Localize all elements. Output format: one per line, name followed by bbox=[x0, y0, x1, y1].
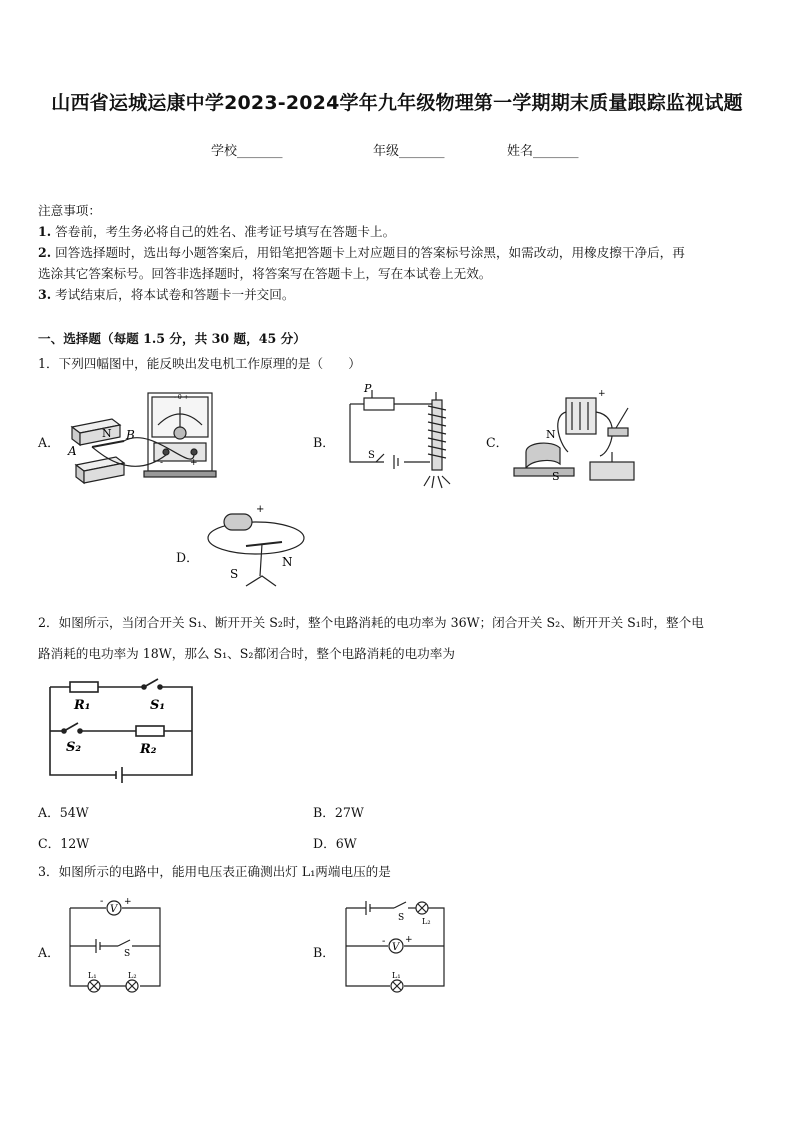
q3-option-a: A． bbox=[38, 945, 60, 960]
q1-figure-d bbox=[206, 500, 310, 588]
q2-stem-line2: 路消耗的电功率为 18W，那么 S₁、S₂都闭合时，整个电路消耗的电功率为 bbox=[38, 646, 455, 661]
notice-heading: 注意事项： bbox=[38, 203, 101, 218]
q3a-plus: + bbox=[124, 897, 132, 907]
q2-circuit bbox=[40, 675, 200, 785]
q2-s1: S₁ bbox=[150, 698, 166, 713]
school-field bbox=[211, 140, 283, 159]
notice-item-3 bbox=[38, 284, 294, 305]
q3b-v: V bbox=[392, 942, 400, 953]
name-field bbox=[507, 140, 579, 159]
fig-a-plus: + bbox=[190, 458, 198, 468]
q3b-l2: L₂ bbox=[422, 917, 431, 926]
q2-option-c: C．12W bbox=[38, 836, 90, 851]
q3b-minus: - bbox=[382, 936, 386, 947]
school-label: 学校 bbox=[211, 144, 238, 159]
notice-item-2 bbox=[38, 242, 762, 263]
notice-item-1 bbox=[38, 221, 395, 242]
notice-item-2-num: 2. bbox=[38, 245, 52, 260]
fig-c-s: S bbox=[552, 470, 560, 483]
q3a-minus: - bbox=[100, 896, 104, 907]
q3-stem: 3．如图所示的电路中，能用电压表正确测出灯 L₁两端电压的是 bbox=[38, 864, 391, 879]
page-title: 山西省运城运康中学2023-2024学年九年级物理第一学期期末质量跟踪监视试题 bbox=[51, 92, 743, 114]
notice-item-2-cont: 选涂其它答案标号。回答非选择题时，将答案写在答题卡上，写在本试卷上无效。 bbox=[38, 266, 492, 281]
q3a-v: V bbox=[110, 904, 118, 915]
q2-stem-line1: 2．如图所示，当闭合开关 S₁、断开开关 S₂时，整个电路消耗的电功率为 36W；闭合开关 S₂、断开开关 S₁时，整个电 bbox=[38, 615, 704, 630]
q1-figure-c bbox=[512, 382, 644, 490]
name-blank: _______ bbox=[533, 144, 579, 159]
q2-option-d: D．6W bbox=[313, 836, 357, 851]
notice-item-2-text: 回答选择题时，选出每小题答案后，用铅笔把答题卡上对应题目的答案标号涂黑，如需改动，用橡皮擦干净后，再 bbox=[55, 245, 685, 260]
q1-stem: 1．下列四幅图中，能反映出发电机工作原理的是（ ） bbox=[38, 356, 361, 371]
q3-option-b: B． bbox=[313, 945, 335, 960]
grade-field bbox=[373, 140, 445, 159]
q3b-plus: + bbox=[405, 935, 413, 945]
q1-option-d: D． bbox=[176, 550, 199, 565]
q1-option-b: B． bbox=[313, 435, 335, 450]
q1-option-a: A． bbox=[38, 435, 60, 450]
school-blank: _______ bbox=[237, 144, 283, 159]
fig-a-a: A bbox=[68, 444, 77, 458]
fig-a-scale: - 0 + bbox=[174, 394, 189, 401]
fig-b-s: S bbox=[368, 450, 375, 461]
fig-a-b: B bbox=[126, 428, 135, 442]
q2-r1: R₁ bbox=[74, 698, 91, 713]
fig-d-s: S bbox=[230, 567, 239, 581]
q3a-l2: L₂ bbox=[128, 971, 137, 980]
fig-c-plus: + bbox=[598, 389, 606, 399]
fig-d-n: N bbox=[282, 555, 293, 569]
q2-option-a: A．54W bbox=[38, 805, 89, 820]
fig-a-n: N bbox=[102, 427, 112, 440]
notice-item-1-num: 1. bbox=[38, 224, 52, 239]
notice-item-3-text: 考试结束后，将本试卷和答题卡一并交回。 bbox=[55, 287, 295, 302]
q2-option-b: B．27W bbox=[313, 805, 364, 820]
grade-blank: _______ bbox=[399, 144, 445, 159]
q3-circuit-b bbox=[338, 894, 454, 1000]
q2-s2: S₂ bbox=[66, 740, 82, 755]
q3a-l1: L₁ bbox=[88, 971, 97, 980]
q3a-s: S bbox=[124, 949, 131, 959]
q2-r2: R₂ bbox=[140, 742, 157, 757]
q1-option-c: C． bbox=[486, 435, 509, 450]
grade-label: 年级 bbox=[373, 144, 400, 159]
fig-c-n: N bbox=[546, 428, 556, 441]
fig-a-minus: - bbox=[160, 458, 164, 468]
q3b-s: S bbox=[398, 913, 405, 923]
section-heading: 一、选择题（每题 1.5 分，共 30 题，45 分） bbox=[38, 331, 306, 346]
fig-d-plus: + bbox=[256, 504, 265, 515]
fig-b-p: P bbox=[364, 382, 372, 395]
notice-item-3-num: 3. bbox=[38, 287, 52, 302]
notice-item-1-text: 答卷前，考生务必将自己的姓名、准考证号填写在答题卡上。 bbox=[55, 224, 396, 239]
name-label: 姓名 bbox=[507, 144, 534, 159]
q3-circuit-a bbox=[62, 894, 172, 1000]
q3b-l1: L₁ bbox=[392, 971, 401, 980]
q1-figure-a bbox=[62, 385, 222, 489]
q1-figure-b bbox=[340, 382, 460, 494]
